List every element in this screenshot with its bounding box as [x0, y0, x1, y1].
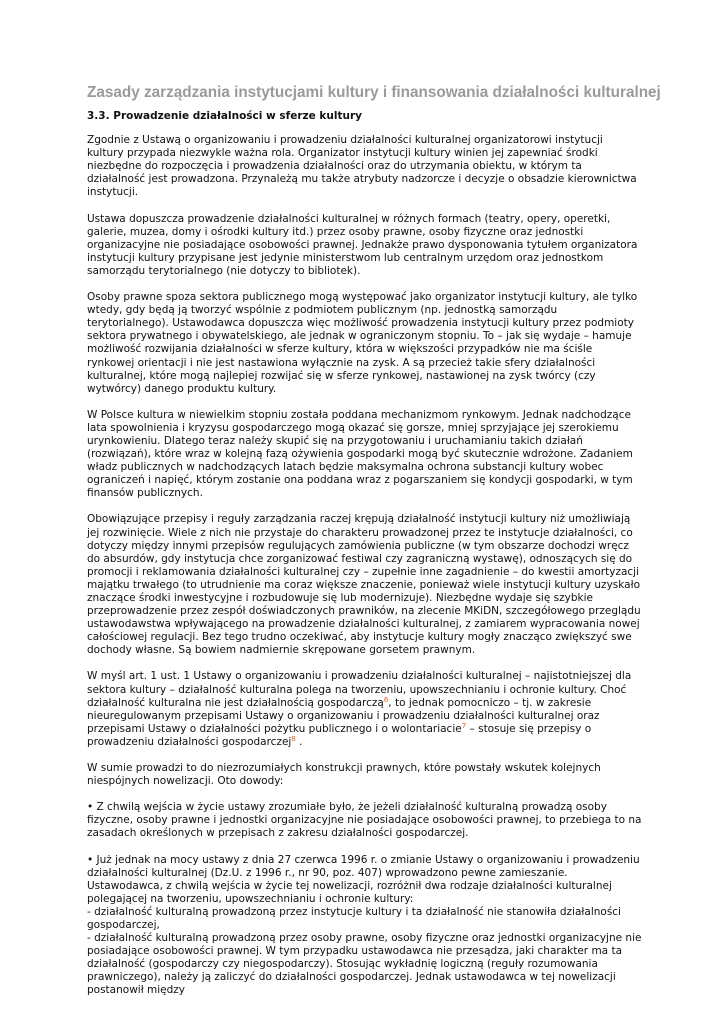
section-heading: 3.3. Prowadzenie działalności w sferze kultury [87, 110, 362, 122]
document-page [87, 83, 661, 1011]
paragraph-1: Zgodnie z Ustawą o organizowaniu i prowadzeniu działalności kulturalnej organizatorowi instytucji kultury przypada niezwykle ważna rola. Organizator instytucji kultury winien jej zapewniać środki niezbędne do rozpoczęcia i prowadzenia działalności oraz do utrzymania obiektu, w którym ta działalność jest prowadzona. Przynależą mu także atrybuty nadzorcze i decyzje o obsadzie kierownictwa instytucji. [87, 134, 637, 199]
paragraph-5: Obowiązujące przepisy i reguły zarządzania raczej krępują działalność instytucji kultury niż umożliwiają jej rozwinięcie. Wiele z nich nie przystaje do charakteru prowadzonej przez te instytucje działalności, co dotyczy między innymi przepisów regulujących zamówienia publiczne (w tym obszarze dochodzi wręcz do absurdów, gdy instytucja chce zorganizować festiwal czy zagraniczną wystawę), odnoszących się do promocji i reklamowania działalności kulturalnej czy – zupełnie inne zagadnienie – do kwestii amortyzacji majątku trwałego (to utrudnienie ma coraz większe znaczenie, ponieważ wiele instytucji kultury uzyskało znaczące środki inwestycyjne i rozbudowuje się lub modernizuje). Niezbędne wydaje się szybkie przeprowadzenie przez zespół doświadczonych prawników, na zlecenie MKiDN, szczegółowego przeglądu ustawodawstwa wpływającego na prowadzenie działalności kulturalnej, z zamiarem wypracowania nowej całościowej regulacji. Bez tego trudno oczekiwać, aby instytucje kultury mogły znacząco zwiększyć swe dochody własne. Są bowiem nadmiernie skrępowane gorsetem prawnym. [87, 513, 641, 657]
paragraph-3: Osoby prawne spoza sektora publicznego mogą występować jako organizator instytucji kultury, ale tylko wtedy, gdy będą ją tworzyć wspólnie z podmiotem publicznym (np. jednostką samorządu terytorialnego). Ustawodawca dopuszcza więc możliwość prowadzenia instytucji kultury przez podmioty sektora prywatnego i obywatelskiego, ale jednak w ograniczonym stopniu. To – jak się wydaje – hamuje możliwość rozwijania działalności w sferze kultury, która w większości przypadków nie ma ściśle rynkowej orientacji i nie jest nastawiona wyłącznie na zysk. A są przecież takie sfery działalności kulturalnej, które mogą najlepiej rozwijać się w sferze rynkowej, nastawionej na zysk twórcy (czy wytwórcy) danego produktu kultury. [87, 291, 638, 395]
footnote-ref-8[interactable]: 8 [291, 734, 296, 743]
bullet-paragraph-2-item-2: - działalność kulturalną prowadzoną przez osoby prawne, osoby fizyczne oraz jednostki organizacyjne nie posiadające osobowości prawnej. W tym przypadku ustawodawca nie przesądza, jaki charakter ma ta działalność (gospodarczy czy niegospodarczy). Stosując wykładnię logiczną (reguły rozumowania prawniczego), należy ją zaliczyć do działalności gospodarczej. Jednak ustawodawca w tej nowelizacji postanowił między [87, 932, 642, 997]
paragraph-6 [87, 670, 642, 749]
bullet-paragraph-2-item-1: - działalność kulturalną prowadzoną przez instytucje kultury i ta działalność nie stanowiła działalności gospodarczej, [87, 905, 621, 931]
bullet-paragraph-1: • Z chwilą wejścia w życie ustawy zrozumiałe było, że jeżeli działalność kulturalną prowadzą osoby fizyczne, osoby prawne i jednostki organizacyjne nie posiadające osobowości prawnej, to przebiega to na zasadach określonych w przepisach z zakresu działalności gospodarczej. [87, 801, 642, 840]
document-title: Zasady zarządzania instytucjami kultury i finansowania działalności kulturalnej [87, 84, 661, 101]
bullet-paragraph-2-intro: • Już jednak na mocy ustawy z dnia 27 czerwca 1996 r. o zmianie Ustawy o organizowaniu i prowadzeniu działalności kulturalnej (Dz.U. z 1996 r., nr 90, poz. 407) wprowadzono pewne zamieszanie. Ustawodawca, z chwilą wejścia w życie tej nowelizacji, rozróżnił dwa rodzaje działalności kulturalnej polegającej na tworzeniu, upowszechnianiu i ochronie kultury: [87, 853, 640, 905]
paragraph-6-text-b: , to jednak pomocniczo – tj. w zakresie nieuregulowanym przepisami Ustawy o organizowaniu i prowadzeniu działalności kulturalnej oraz przepisami Ustawy o działalności pożytku publicznego i o wolontariacie [87, 696, 600, 735]
paragraph-6-text-d: . [295, 735, 303, 748]
footnote-ref-7[interactable]: 7 [461, 721, 467, 730]
paragraph-7: W sumie prowadzi to do niezrozumiałych konstrukcji prawnych, które powstały wskutek kolejnych niespójnych nowelizacji. Oto dowody: [87, 762, 601, 788]
paragraph-4: W Polsce kultura w niewielkim stopniu została poddana mechanizmom rynkowym. Jednak nadchodzące lata spowolnienia i kryzysu gospodarczego mogą okazać się gorsze, mniej sprzyjające jej szerokiemu urynkowieniu. Dlatego teraz należy skupić się na przygotowaniu i uruchamianiu takich działań (rozwiązań), które wraz w kolejną fazą ożywienia gospodarki mogą być skutecznie wdrożone. Zadaniem władz publicznych w nadchodzących latach będzie maksymalna ochrona substancji kultury wobec ograniczeń i napięć, którym zostanie ona poddana wraz z pogarszaniem się kondycji gospodarki, w tym finansów publicznych. [87, 408, 633, 500]
bullet-paragraph-2 [87, 854, 642, 998]
paragraph-6-text-c: – stosuje się przepisy o prowadzeniu działalności gospodarczej [87, 722, 592, 748]
footnote-ref-6[interactable]: 6 [383, 695, 389, 704]
paragraph-6-text-a: W myśl art. 1 ust. 1 Ustawy o organizowaniu i prowadzeniu działalności kulturalnej – najistotniejszej dla sektora kultury – działalność kulturalna polega na tworzeniu, upowszechnianiu i ochronie kultury. Choć działalność kulturalna nie jest działalnością gospodarczą [87, 670, 632, 709]
paragraph-2: Ustawa dopuszcza prowadzenie działalności kulturalnej w różnych formach (teatry, opery, operetki, galerie, muzea, domy i ośrodki kultury itd.) przez osoby prawne, osoby fizyczne oraz jednostki organizacyjne nie posiadające osobowości prawnej. Jednakże prawo dysponowania tytułem organizatora instytucji kultury przypisane jest jedynie ministerstwom lub centralnym urzędom oraz jednostkom samorządu terytorialnego (nie dotyczy to bibliotek). [87, 212, 638, 277]
